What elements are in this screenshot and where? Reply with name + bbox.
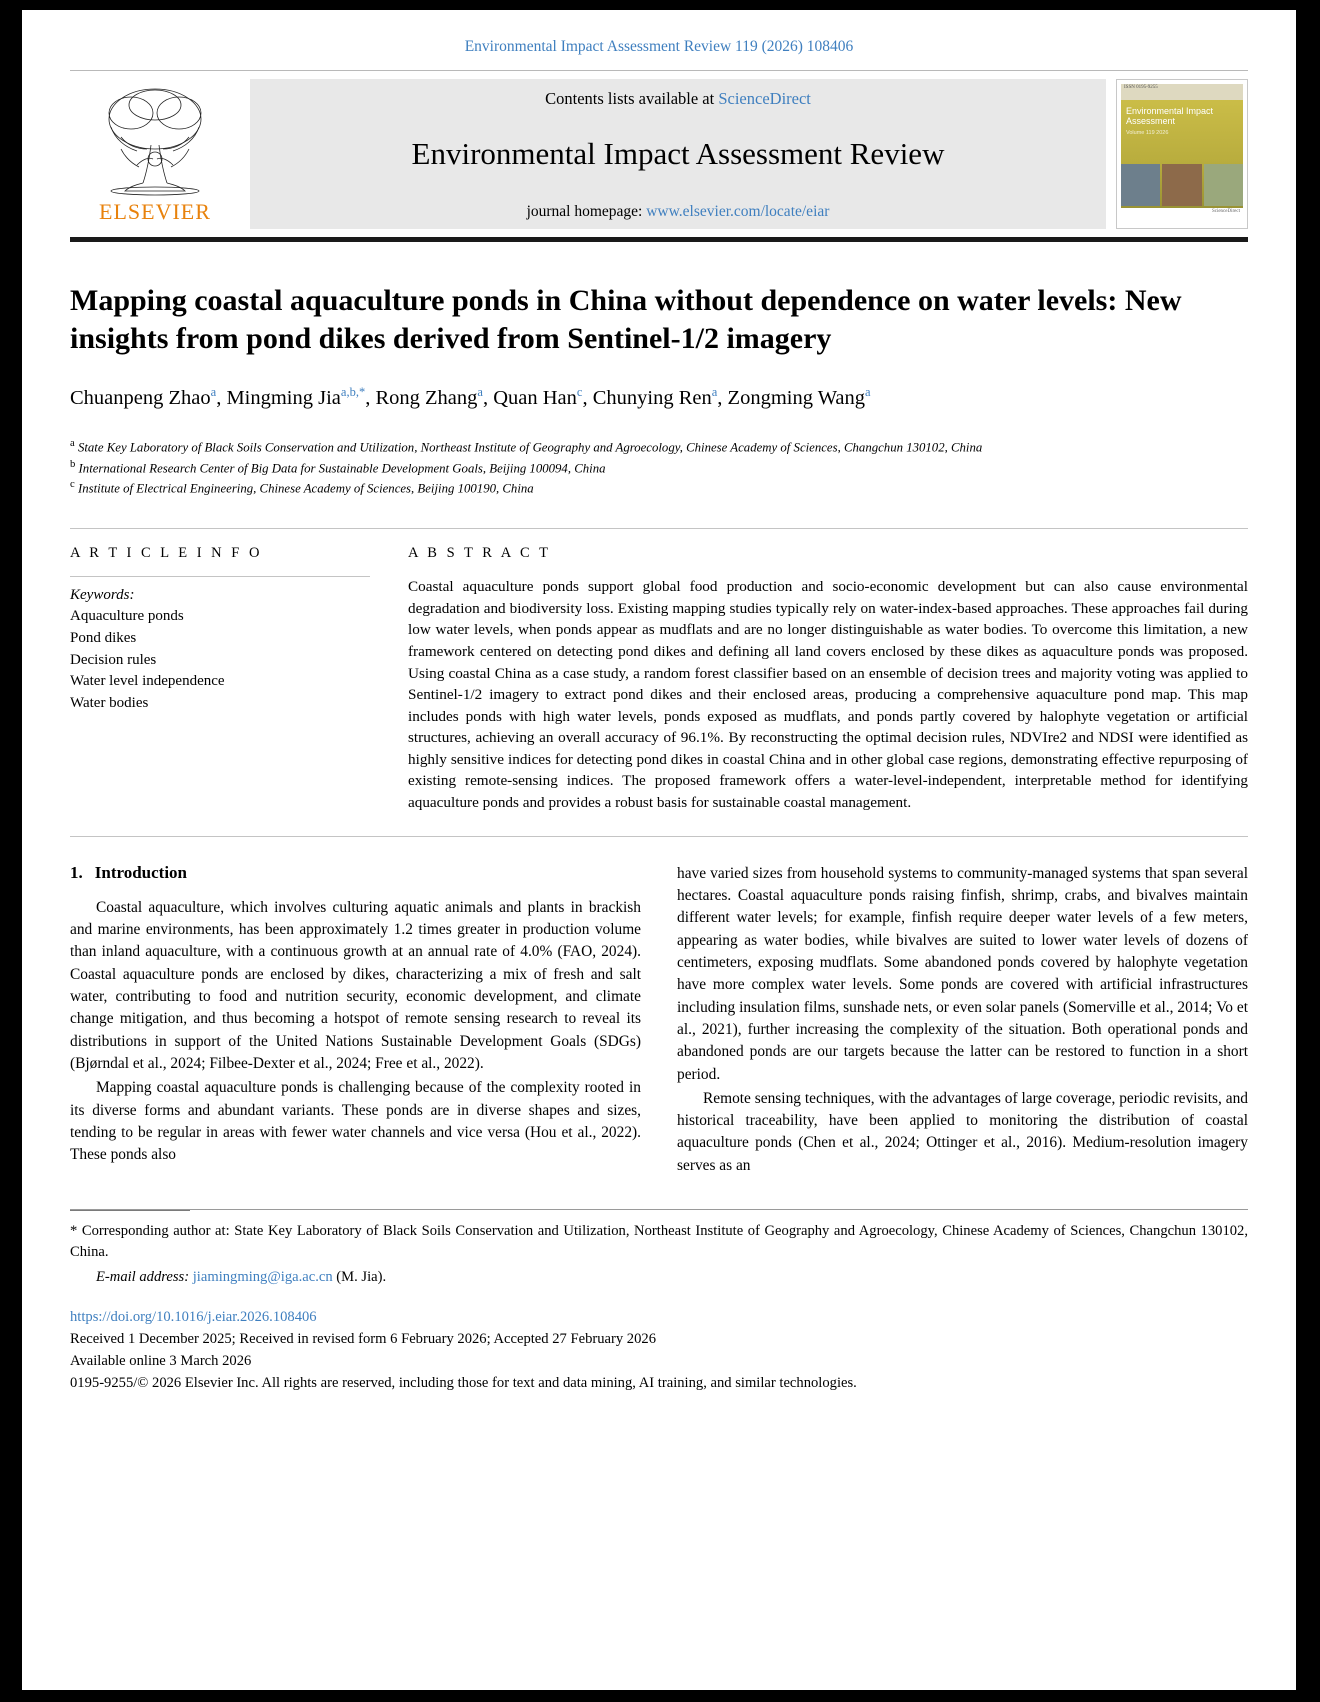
keywords-label: Keywords: [70, 587, 135, 604]
paragraph: Coastal aquaculture, which involves culturing aquatic animals and plants in brackish and marine environments, has been approximately 1.2 times greater in production volume than inland aquaculture, with a continuous growth at an annual rate of 4.0% (FAO, 2024). Coastal aquaculture ponds are enclosed by dikes, characterizing a mix of fresh and salt water, contributing to food and nutrition security, economic development, and climate change mitigation, and thus becoming a hotspot of remote sensing research to reveal its distributions in support of the United Nations Sustainable Development Goals (SDGs) (Bjørndal et al., 2024; Filbee-Dexter et al., 2024; Free et al., 2022). [70, 898, 641, 1072]
section-title: Introduction [94, 862, 188, 882]
cover-top-bar: ISSN 0195-9255 [1121, 84, 1243, 100]
affiliations [70, 436, 1248, 498]
keyword: Pond dikes [70, 629, 137, 646]
paper-page [22, 10, 1296, 1690]
cover-title: Environmental Impact Assessment [1126, 106, 1214, 127]
email-label: E-mail address: [96, 1268, 190, 1285]
sciencedirect-link[interactable]: ScienceDirect [718, 89, 811, 108]
body-columns [70, 863, 1248, 1180]
doi-link[interactable]: https://doi.org/10.1016/j.eiar.2026.108406 [70, 1309, 317, 1326]
article-info-column [70, 545, 370, 813]
section-heading-introduction [70, 863, 641, 883]
footnote-rule [70, 1210, 190, 1211]
body-column-right [677, 863, 1248, 1180]
copyright-line: 0195-9255/© 2026 Elsevier Inc. All rights are reserved, including those for text and data mining, AI training, and similar technologies. [70, 1374, 857, 1391]
page-title: Mapping coastal aquaculture ponds in China without dependence on water levels: New insights from pond dikes derived from Sentinel-1/2 imagery [70, 284, 1182, 355]
footnotes-section [70, 1209, 1248, 1287]
journal-cover-thumbnail [1116, 79, 1248, 229]
email-note [70, 1267, 1248, 1288]
author: Chuanpeng Zhao$^a$, [70, 385, 227, 409]
masthead-divider [70, 237, 1248, 242]
affiliation: $^a$ State Key Laboratory of Black Soils Conservation and Utilization, Northeast Institute of Geography and Agroecology, Chinese Academy of Sciences, Changchun 130102, China [70, 437, 983, 455]
affiliation: $^c$ Institute of Electrical Engineering, Chinese Academy of Sciences, Beijing 100190, China [70, 479, 534, 496]
elsevier-wordmark: ELSEVIER [99, 199, 211, 224]
received-dates: Received 1 December 2025; Received in revised form 6 February 2026; Accepted 27 February 2026 [70, 1331, 656, 1348]
author: Zongming Wang$^a$ [727, 385, 871, 409]
elsevier-logo [70, 79, 240, 229]
author-affil-mark: a [210, 385, 217, 400]
corresponding-author-note: * Corresponding author at: State Key Laboratory of Black Soils Conservation and Utilization, Northeast Institute of Geography and Agroecology, Chinese Academy of Sciences, Changchun 130102, China. [70, 1223, 1248, 1260]
email-suffix: (M. Jia). [336, 1268, 387, 1285]
homepage-line [250, 203, 1106, 221]
author-affil-mark: a [711, 385, 718, 400]
email-link[interactable]: jiamingming@iga.ac.cn [192, 1268, 333, 1285]
author-affil-mark: a,b,* [340, 385, 366, 400]
abstract-text: Coastal aquaculture ponds support global food production and socio-economic development but can also cause environmental degradation and biodiversity loss. Existing mapping studies typically rely on water-index-based approaches. These approaches fail during low water levels, when ponds appear as mudflats and are no longer distinguishable as water bodies. To overcome this limitation, a new framework centered on detecting pond dikes and defining all land covers enclosed by these dikes as aquaculture ponds was proposed. Using coastal China as a case study, a random forest classifier based on an ensemble of decision trees and majority voting was applied to Sentinel-1/2 imagery to extract pond dikes and their enclosed areas, producing a comprehensive aquaculture pond map. This map includes ponds with high water levels, ponds exposed as mudflats, and ponds partly covered by halophyte vegetation or artificial structures, achieving an overall accuracy of 96.1%. By reconstructing the optimal decision rules, NDVIre2 and NDSI were identified as highly sensitive indices for detecting pond dikes in coastal China and in other global case regions, demonstrating effective repurposing of existing remote-sensing indices. The proposed framework offers a water-level-independent, interpretable method for identifying aquaculture ponds and provides a robust basis for sustainable coastal management. [408, 578, 1248, 811]
cover-photo-strip [1121, 164, 1243, 206]
keyword: Aquaculture ponds [70, 608, 184, 625]
keyword: Water level independence [70, 673, 225, 690]
keyword: Water bodies [70, 695, 149, 712]
contents-line [250, 89, 1106, 109]
author: Mingming Jia$^{a,b,*}$, [226, 385, 376, 409]
affiliation-mark: a [70, 437, 75, 449]
author-list [70, 383, 1248, 414]
abstract-column [408, 545, 1248, 813]
journal-masthead [70, 70, 1248, 229]
paragraph: Mapping coastal aquaculture ponds is challenging because of the complexity rooted in its diverse forms and abundant variants. These ponds are in diverse shapes and sizes, tending to be regular in areas with fewer water channels and vice versa (Hou et al., 2022). These ponds also [70, 1079, 641, 1164]
author-affil-mark: a [865, 385, 871, 400]
cover-footer: ScienceDirect [1121, 208, 1243, 224]
elsevier-tree-icon [91, 79, 219, 197]
affiliation-mark: c [70, 479, 75, 491]
affiliation: $^b$ International Research Center of Big Data for Sustainable Development Goals, Beijing 100094, China [70, 458, 606, 475]
author: Rong Zhang$^a$, [375, 385, 494, 409]
affiliation-mark: b [70, 458, 76, 470]
author-affil-mark: a [477, 385, 483, 400]
section-number: 1. [70, 862, 83, 882]
info-abstract-section [70, 528, 1248, 813]
paragraph: Remote sensing techniques, with the advantages of large coverage, periodic revisits, and historical traceability, have been applied to monitoring the distribution of coastal aquaculture ponds (Chen et al., 2024; Ottinger et al., 2016). Medium-resolution imagery serves as an [677, 1089, 1248, 1174]
paragraph: have varied sizes from household systems to community-managed systems that span several hectares. Coastal aquaculture ponds raising finfish, shrimp, crabs, and bivalves maintain different water levels; for example, finfish require deeper water levels of a few meters, appearing as water bodies, while bivalves are suited to lower water levels of dozens of centimeters, exposing mudflats. Some abandoned ponds covered by halophyte vegetation have more complex water levels. Some ponds are covered with artificial infrastructures including insulation films, sunshade nets, or even solar panels (Somerville et al., 2014; Vo et al., 2021), further increasing the complexity of the situation. Both operational ponds and abandoned ponds are our targets because the latter can be restored to function in a short period. [677, 864, 1248, 1083]
article-info-heading: A R T I C L E I N F O [70, 545, 263, 562]
journal-band [250, 79, 1106, 229]
journal-homepage-link[interactable]: www.elsevier.com/locate/eiar [646, 203, 830, 220]
keyword: Decision rules [70, 651, 157, 668]
author: Chunying Ren$^a$, [592, 385, 728, 409]
homepage-prefix: journal homepage: [526, 203, 643, 220]
abstract-divider [70, 836, 1248, 837]
body-column-left [70, 863, 641, 1180]
contents-prefix: Contents lists available at [545, 89, 715, 108]
cover-subtitle: Volume 119 2026 [1126, 129, 1169, 136]
journal-title: Environmental Impact Assessment Review [411, 136, 945, 171]
article-info-rule [70, 576, 370, 577]
author-affil-mark: c [576, 385, 583, 400]
running-head: Environmental Impact Assessment Review 119 (2026) 108406 [464, 38, 854, 55]
author: Quan Han$^c$, [493, 385, 593, 409]
publication-footer [70, 1307, 1248, 1395]
abstract-heading: A B S T R A C T [408, 545, 551, 562]
available-online: Available online 3 March 2026 [70, 1353, 252, 1370]
